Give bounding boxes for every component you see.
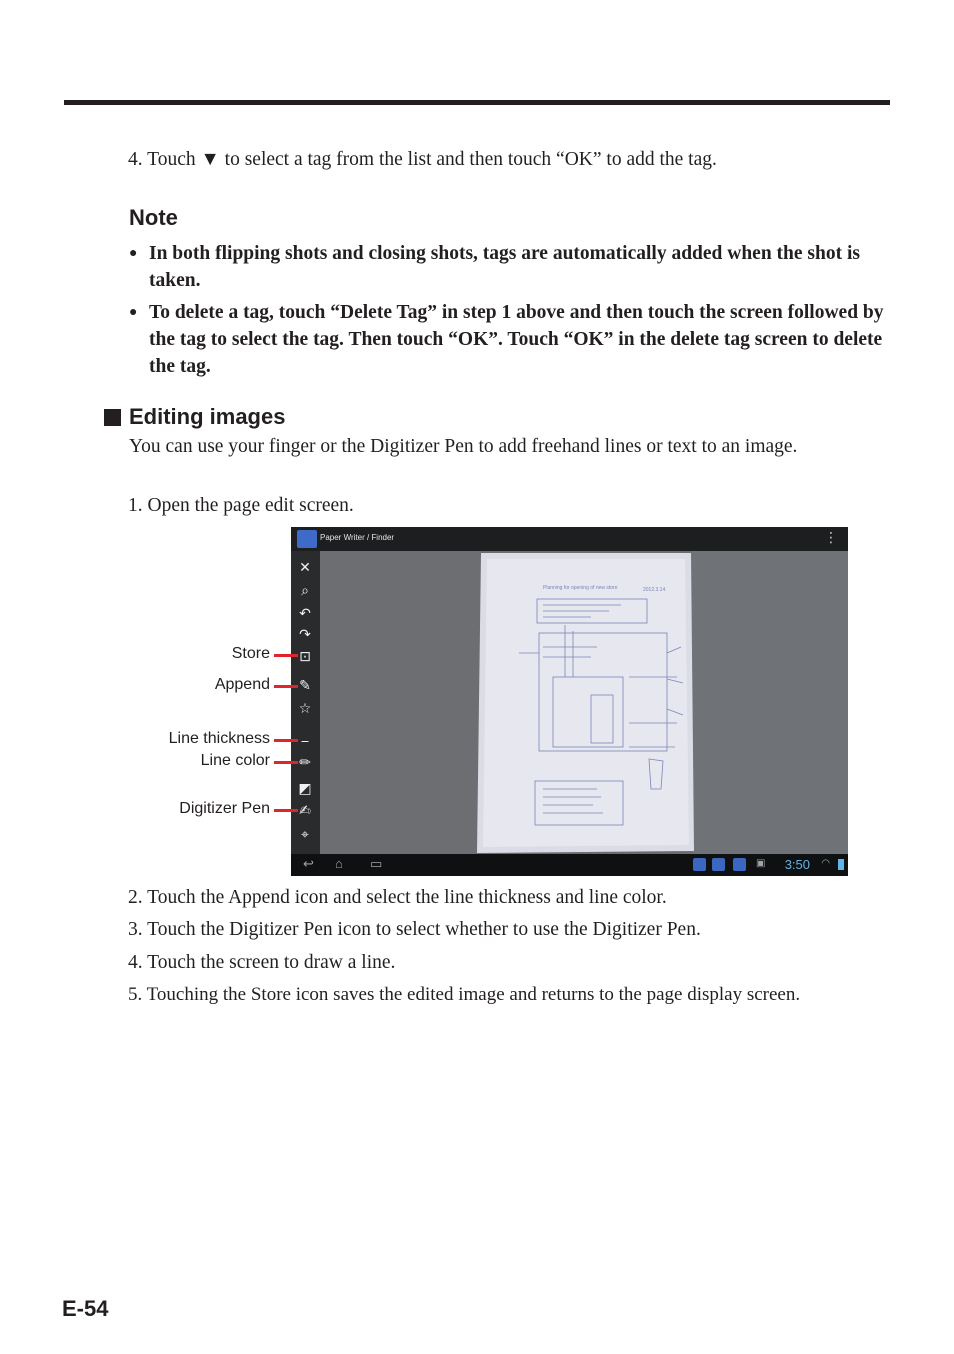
- paper-heading: Planning for opening of new store: [543, 585, 618, 591]
- close-icon[interactable]: ✕: [299, 559, 311, 575]
- bullet-dot-icon: ●: [129, 246, 138, 261]
- callout-line-color-line: [274, 761, 298, 764]
- notification-app-icon[interactable]: [712, 858, 725, 871]
- line-thickness-icon[interactable]: ⎯: [301, 732, 309, 748]
- digitizer-pen-icon[interactable]: ✍: [299, 802, 311, 818]
- eraser-icon[interactable]: ◩: [298, 780, 312, 796]
- callout-store: Store: [231, 645, 270, 662]
- home-icon[interactable]: ⌂: [335, 856, 343, 871]
- note-bullet: [128, 299, 893, 380]
- battery-icon: [838, 859, 844, 870]
- section-heading-text: Editing images: [129, 404, 286, 429]
- app-title: Paper Writer / Finder: [320, 533, 395, 542]
- paper-date: 2012.3.14: [643, 587, 666, 593]
- select-area-icon[interactable]: ⌖: [301, 826, 309, 842]
- step-5: 5. Touching the Store icon saves the edited image and returns to the page display screen.: [128, 984, 801, 1005]
- bullet-dot-icon: ●: [129, 305, 138, 320]
- note-list: [128, 240, 893, 385]
- scanned-page-view[interactable]: [291, 527, 848, 876]
- callout-line-digitizer-pen: [274, 809, 298, 812]
- section-intro: You can use your finger or the Digitizer Pen to add freehand lines or text to an image.: [129, 436, 798, 457]
- store-icon[interactable]: ⊡: [299, 648, 311, 664]
- redo-icon[interactable]: ↷: [299, 626, 311, 642]
- top-rule: [64, 100, 890, 105]
- callout-line-thickness-line: [274, 739, 298, 742]
- callout-line-append: [274, 685, 298, 688]
- callout-line-color: Line color: [200, 752, 270, 769]
- square-bullet-icon: [104, 409, 121, 426]
- section-heading: [104, 404, 285, 430]
- recent-apps-icon[interactable]: ▭: [370, 856, 383, 871]
- step-1-open: 1. Open the page edit screen.: [128, 495, 354, 516]
- notification-app-icon[interactable]: [693, 858, 706, 871]
- status-clock: 3:50: [784, 857, 810, 872]
- back-icon[interactable]: ↩: [303, 856, 314, 871]
- wifi-icon: ◠: [821, 858, 830, 869]
- star-icon[interactable]: ☆: [298, 700, 312, 716]
- step-2: 2. Touch the Append icon and select the line thickness and line color.: [128, 887, 667, 908]
- zoom-icon[interactable]: ⌕: [301, 582, 309, 598]
- system-bar: [291, 854, 848, 876]
- step-4: 4. Touch the screen to draw a line.: [128, 952, 396, 973]
- notification-app-icon[interactable]: [733, 858, 746, 871]
- append-icon[interactable]: ✎: [299, 677, 311, 693]
- note-bullet: [128, 240, 893, 294]
- overflow-menu-icon[interactable]: ⋮: [824, 529, 838, 545]
- callout-line-thickness: Line thickness: [168, 730, 270, 747]
- note-bullet-text: To delete a tag, touch “Delete Tag” in step 1 above and then touch the screen followed by the tag to select the tag. Then touch “OK”. Touch “OK” in the delete tag screen to delete the tag.: [149, 302, 884, 377]
- image-notification-icon: ▣: [756, 858, 766, 869]
- device-screenshot: [291, 527, 848, 876]
- note-heading: Note: [129, 205, 178, 230]
- undo-icon[interactable]: ↶: [299, 605, 311, 621]
- line-color-icon[interactable]: ✏: [299, 754, 311, 770]
- callout-digitizer-pen: Digitizer Pen: [179, 800, 270, 817]
- step-4-tag: 4. Touch ▼ to select a tag from the list and then touch “OK” to add the tag.: [128, 149, 717, 170]
- note-bullet-text: In both flipping shots and closing shots, tags are automatically added when the shot is taken.: [149, 243, 860, 291]
- page-number: E-54: [62, 1296, 109, 1321]
- callout-line-store: [274, 654, 298, 657]
- callout-append: Append: [214, 676, 270, 693]
- step-3: 3. Touch the Digitizer Pen icon to select whether to use the Digitizer Pen.: [128, 919, 701, 940]
